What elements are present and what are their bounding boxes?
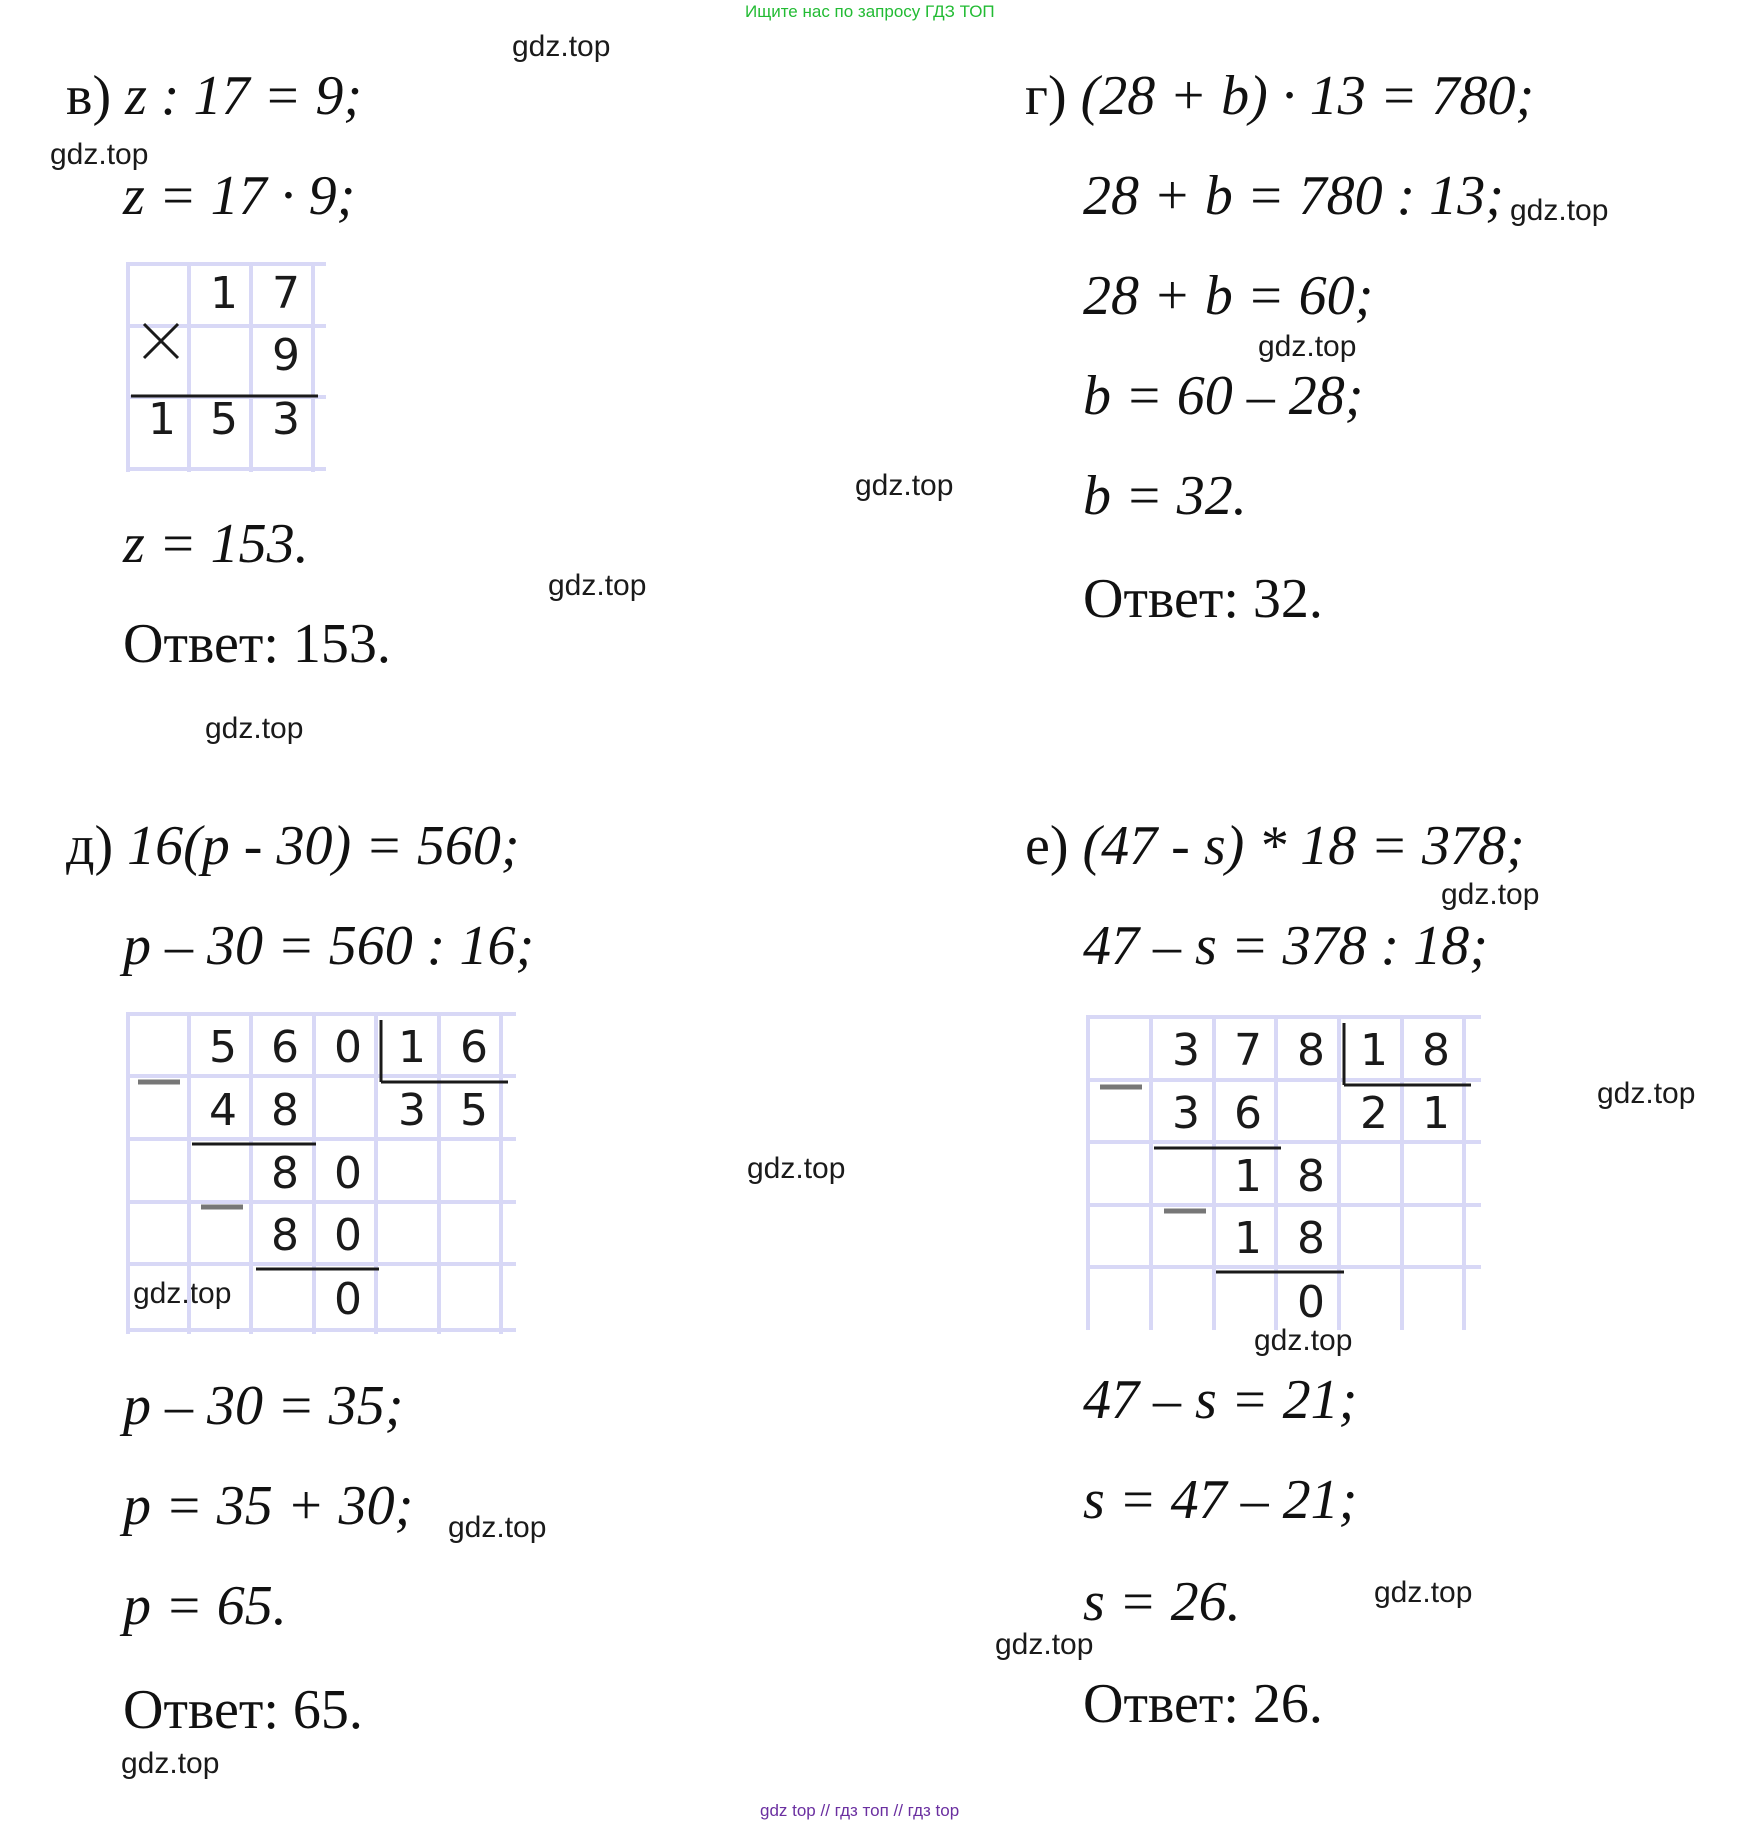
watermark: gdz.top — [855, 469, 954, 502]
task-d-equation-4: p = 35 + 30; — [123, 1475, 414, 1537]
task-v-column-multiplication — [126, 262, 326, 472]
digit: 5 — [210, 394, 238, 445]
digit: 3 — [1172, 1088, 1200, 1139]
digit: 4 — [209, 1085, 237, 1136]
task-d-answer: Ответ: 65. — [123, 1679, 363, 1741]
watermark: gdz.top — [1254, 1324, 1353, 1357]
digit: 1 — [398, 1022, 426, 1073]
task-g-equation-3: 28 + b = 60; — [1083, 265, 1374, 327]
watermark: gdz.top — [448, 1511, 547, 1544]
task-e-equation-1: е) (47 - s) * 18 = 378; — [1025, 815, 1525, 877]
digit: 1 — [1234, 1213, 1262, 1264]
digit: 3 — [398, 1085, 426, 1136]
watermark: gdz.top — [121, 1747, 220, 1780]
digit: 8 — [271, 1210, 299, 1261]
task-g-label: г) — [1025, 65, 1067, 127]
digit: 1 — [1422, 1088, 1450, 1139]
task-v-equation-2: z = 17 · 9; — [123, 165, 356, 227]
digit: 8 — [1297, 1213, 1325, 1264]
watermark: gdz.top — [512, 30, 611, 63]
task-g-equation-2: 28 + b = 780 : 13; — [1083, 165, 1504, 227]
digit: 6 — [271, 1022, 299, 1073]
digit: 5 — [209, 1022, 237, 1073]
watermark: gdz.top — [133, 1277, 232, 1310]
task-g-equation-1: г) (28 + b) · 13 = 780; — [1025, 65, 1535, 127]
digit: 8 — [1422, 1025, 1450, 1076]
digit: 3 — [272, 394, 300, 445]
watermark: gdz.top — [1597, 1077, 1696, 1110]
watermark: gdz.top — [1441, 878, 1540, 911]
digit: 0 — [1297, 1277, 1325, 1328]
watermark: gdz.top — [205, 712, 304, 745]
watermark: gdz.top — [1374, 1576, 1473, 1609]
digit: 8 — [271, 1085, 299, 1136]
top-banner: Ищите нас по запросу ГДЗ ТОП — [745, 2, 995, 21]
watermark: gdz.top — [548, 569, 647, 602]
watermark: gdz.top — [1510, 194, 1609, 227]
digit: 8 — [1297, 1025, 1325, 1076]
task-e-equation-2: 47 – s = 378 : 18; — [1083, 915, 1488, 977]
task-v-equation-1: в) z : 17 = 9; — [66, 65, 362, 127]
task-d-equation-1: д) 16(p - 30) = 560; — [66, 815, 520, 877]
digit: 0 — [334, 1210, 362, 1261]
digit: 3 — [1172, 1025, 1200, 1076]
digit: 8 — [271, 1148, 299, 1199]
digit: 0 — [334, 1022, 362, 1073]
digit: 0 — [334, 1148, 362, 1199]
task-e-equation-5: s = 26. — [1083, 1571, 1241, 1633]
footer-links: gdz top // гдз топ // гдз top — [760, 1801, 960, 1820]
task-d-equation-3: p – 30 = 35; — [123, 1375, 404, 1437]
digit: 2 — [1360, 1088, 1388, 1139]
watermark: gdz.top — [995, 1628, 1094, 1661]
digit: 5 — [460, 1085, 488, 1136]
task-g-answer: Ответ: 32. — [1083, 568, 1323, 630]
task-g-equation-5: b = 32. — [1083, 465, 1247, 527]
digit: 9 — [272, 330, 300, 381]
task-d-label: д) — [66, 815, 114, 877]
task-e-equation-3: 47 – s = 21; — [1083, 1369, 1358, 1431]
digit: 7 — [272, 268, 300, 319]
task-e-column-division — [1086, 1015, 1481, 1330]
task-d-column-division — [126, 1012, 516, 1334]
digit: 6 — [460, 1022, 488, 1073]
task-v-equation-3: z = 153. — [123, 513, 309, 575]
watermark: gdz.top — [747, 1152, 846, 1185]
digit: 6 — [1234, 1088, 1262, 1139]
watermark: gdz.top — [1258, 330, 1357, 363]
digit: 1 — [1360, 1025, 1388, 1076]
task-d-equation-2: p – 30 = 560 : 16; — [123, 915, 535, 977]
task-v-answer: Ответ: 153. — [123, 613, 391, 675]
digit: 7 — [1234, 1025, 1262, 1076]
task-e-equation-4: s = 47 – 21; — [1083, 1469, 1358, 1531]
digit: 1 — [148, 394, 176, 445]
digit: 1 — [1234, 1151, 1262, 1202]
task-e-answer: Ответ: 26. — [1083, 1673, 1323, 1735]
digit: 0 — [334, 1274, 362, 1325]
watermark: gdz.top — [50, 138, 149, 171]
task-g-equation-4: b = 60 – 28; — [1083, 365, 1364, 427]
task-v-label: в) — [66, 65, 112, 127]
digit: 1 — [210, 268, 238, 319]
task-d-equation-5: p = 65. — [123, 1575, 287, 1637]
task-e-label: е) — [1025, 815, 1069, 877]
digit: 8 — [1297, 1151, 1325, 1202]
